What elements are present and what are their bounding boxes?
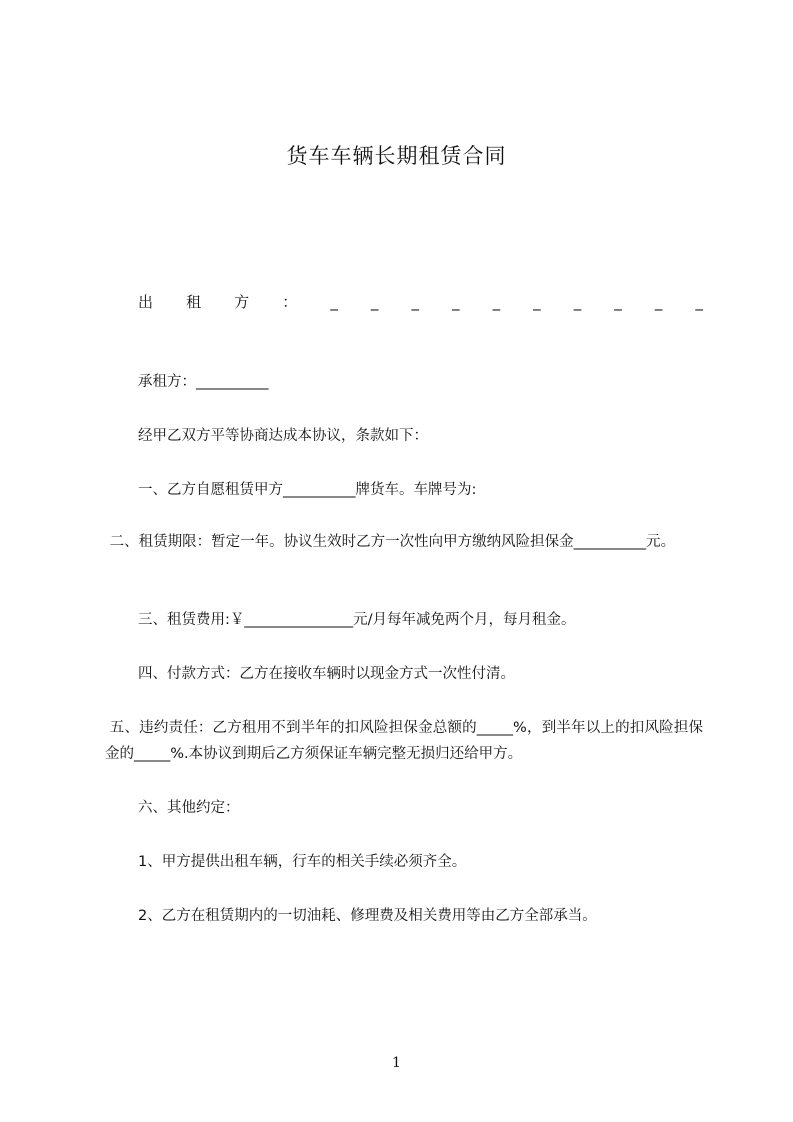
lessee-line: 承租方：__________ (138, 374, 269, 390)
document-title: 货车车辆长期租赁合同 (286, 144, 507, 168)
lessor-char: 租 (186, 293, 202, 311)
lessor-blank: _ (492, 293, 501, 311)
clause-3: 三、租赁费用:￥_______________元/月每年减免两个月，每月租金。 (138, 612, 576, 628)
lessor-blank: _ (533, 293, 541, 311)
lessor-blank: _ (370, 293, 379, 311)
lessor-char: 出 (138, 293, 154, 311)
clause-1: 一、乙方自愿租赁甲方__________牌货车。车牌号为: (138, 482, 477, 498)
clause-6: 六、其他约定： (138, 800, 240, 816)
lessor-char: 方 (234, 293, 250, 311)
page-number: 1 (392, 1055, 401, 1071)
lessor-blank: _ (330, 293, 338, 311)
clause-6-item-1: 1、甲方提供出租车辆，行车的相关手续必须齐全。 (138, 854, 467, 870)
lessor-blank: _ (614, 293, 622, 311)
clause-2: 二、租赁期限：暂定一年。协议生效时乙方一次性向甲方缴纳风险担保金__________元。 (105, 534, 676, 550)
lessor-char: ： (282, 293, 298, 311)
lessor-line (138, 289, 703, 315)
intro-paragraph: 经甲乙双方平等协商达成本协议，条款如下： (138, 428, 428, 444)
clause-4: 四、付款方式：乙方在接收车辆时以现金方式一次性付清。 (138, 666, 515, 682)
clause-6-item-2: 2、乙方在租赁期内的一切油耗、修理费及相关费用等由乙方全部承当。 (138, 908, 597, 924)
lessor-blank: _ (654, 293, 663, 311)
lessor-blank: _ (411, 293, 419, 311)
clause-5: 五、违约责任：乙方租用不到半年的扣风险担保金总额的_____%，到半年以上的扣风险担保金的_____%.本协议到期后乙方须保证车辆完整无损归还给甲方。 (105, 720, 704, 762)
lessor-blank: _ (573, 293, 582, 311)
lessor-blank: _ (452, 293, 460, 311)
lessor-blank: _ (695, 293, 703, 311)
